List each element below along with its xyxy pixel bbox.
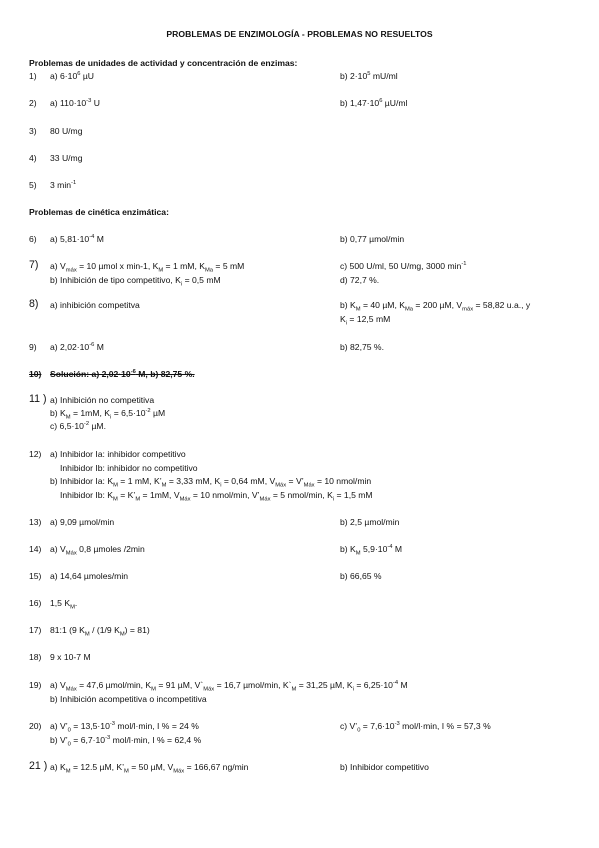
problem-number: 5) <box>29 180 37 190</box>
answer-c: c) 500 U/ml, 50 U/mg, 3000 $\min^{-1}$ <box>340 261 467 271</box>
answer-c: c) $6,5\cdot 10^{-2}$ µM. <box>50 421 106 431</box>
problem-number: 2) <box>29 98 37 108</box>
answer-b: b) Inhibidor competitivo <box>340 762 429 772</box>
problem-number: 11 ) <box>29 393 47 405</box>
problem-number: 19) <box>29 680 42 690</box>
problem-number: 16) <box>29 598 42 608</box>
answer: 80 U/mg <box>50 126 83 136</box>
answer-b: b) $2\cdot 10^5$ mU/ml <box>340 71 398 81</box>
answer-b: b) Inhibidor Ia: $K_M = 1$ mM, $K’_M = 3,33$ mM, $K_i = 0,64$ mM, $V_{Máx}$ = $V’_{Máx} = 10$ nmol/min <box>50 476 372 489</box>
answer-c: c) $V’_0 = 7,6\cdot 10^{-3}$ mol/l·min, I % = 57,3 % <box>340 721 491 734</box>
answer-a: a) $V’_0 = 13,5\cdot 10^{-3}$ mol/l·min, I % = 24 % <box>50 721 199 734</box>
page-title: PROBLEMAS DE ENZIMOLOGÍA - PROBLEMAS NO RESUELTOS <box>166 29 433 39</box>
answer-b: b) $K_M$ $5,9\cdot 10^{-4}$ M <box>340 544 403 557</box>
problem-number: 13) <box>29 517 42 527</box>
answer-a: a) $5,81\cdot 10^{-4}$ M <box>50 234 104 244</box>
answer-b: b) $K_M = 1mM$, $K_i = 6,5\cdot 10^{-2}$ µM <box>50 408 166 421</box>
answer-a: a) Inhibición no competitiva <box>50 395 155 405</box>
problem-number: 18) <box>29 652 42 662</box>
answer-b: b) 0,77 µmol/min <box>340 234 405 244</box>
answer-b-cont: $K_i = 12,5$ mM <box>340 314 391 327</box>
answer-b: b) Inhibición de tipo competitivo, $K_i = 0,5$ mM <box>50 275 221 288</box>
answer-b: b) Inhibición acompetitiva o incompetitiva <box>50 694 207 704</box>
struck-solution: Solución: a) $2,02\cdot 10^{-6}$ M, b) 82,75 %. <box>50 369 195 379</box>
problem-number: 9) <box>29 342 37 352</box>
problem-number: 1) <box>29 71 37 81</box>
answer-a: a) $K_M = 12.5$ µM, $K’_M = 50$ µM, $V_{Máx} = 166,67$ ng/min <box>50 762 249 775</box>
answer-a: a) 9,09 µmol/min <box>50 517 115 527</box>
answer-a: a) Inhibidor Ia: inhibidor competitivo <box>50 449 186 459</box>
answer-a: a) inhibición competitva <box>50 300 140 310</box>
answer-b: b) $1,47\cdot 10^6$ µU/ml <box>340 98 408 108</box>
answer: 9 x 10-7 M <box>50 652 91 662</box>
problem-number: 10) <box>29 369 42 379</box>
answer: 3 $\min^{-1}$ <box>50 180 77 190</box>
answer-b: b) 66,65 % <box>340 571 382 581</box>
answer-b: b) 82,75 %. <box>340 342 384 352</box>
problem-number: 15) <box>29 571 42 581</box>
answer-a: a) $V_{Máx} = 47,6$ µmol/min, $K_M = 91$ µM, $V`_{Máx} = 16,7$ µmol/min, $K`_M = 31,25$ µM, $K_i = 6,25\cdot 10^{-4}$ M <box>50 680 408 693</box>
problem-number: 6) <box>29 234 37 244</box>
section-heading-units: Problemas de unidades de actividad y concentración de enzimas: <box>29 58 298 68</box>
answer-a: a) $6\cdot 10^6$ µU <box>50 71 95 81</box>
problem-number: 12) <box>29 449 42 459</box>
answer-b: b) $K_M = 40$ µM, $K_{Ma} = 200$ µM, $V_{máx} = 58,82$ u.a., y <box>340 300 531 313</box>
answer-a: a) $110\cdot 10^{-3}$ U <box>50 98 100 108</box>
problem-number: 14) <box>29 544 42 554</box>
answer-a: a) $2,02\cdot 10^{-6}$ M <box>50 342 104 352</box>
problem-number: 20) <box>29 721 42 731</box>
answer-b: b) 2,5 µmol/min <box>340 517 400 527</box>
answer-b: b) $V’_0 = 6,7\cdot 10^{-3}$ mol/l·min, I % = 62,4 % <box>50 735 202 748</box>
problem-number: 4) <box>29 153 37 163</box>
answer-a: a) $V_{máx} = 10$ µmol x min-1, $K_M = 1$ mM, $K_{Ma} = 5$ mM <box>50 261 245 274</box>
answer-a: a) $V_{Máx}$ 0,8 µmoles /2min <box>50 544 145 557</box>
answer-b-cont: Inhibidor Ib: $K_M$ = $K’_M = 1mM$, $V_{Máx} = 10$ nmol/min, $V’_{Máx} = 5$ nmol/min, $K_i = 1,5$ mM <box>60 490 373 503</box>
problem-number: 3) <box>29 126 37 136</box>
answer: 81:1 (9 $K_M / (1/9$ $K_M) = 81$) <box>50 625 150 638</box>
problem-number: 17) <box>29 625 42 635</box>
problem-number: 21 ) <box>29 760 48 772</box>
answer-a-cont: Inhibidor Ib: inhibidor no competitivo <box>60 463 198 473</box>
section-heading-kinetics: Problemas de cinética enzimática: <box>29 207 169 217</box>
problem-number: 8) <box>29 298 39 310</box>
answer-a: a) 14,64 µmoles/min <box>50 571 129 581</box>
answer-d: d) 72,7 %. <box>340 275 380 285</box>
answer: 1,5 $K_M$. <box>50 598 78 611</box>
problem-number: 7) <box>29 259 39 271</box>
answer: 33 U/mg <box>50 153 83 163</box>
